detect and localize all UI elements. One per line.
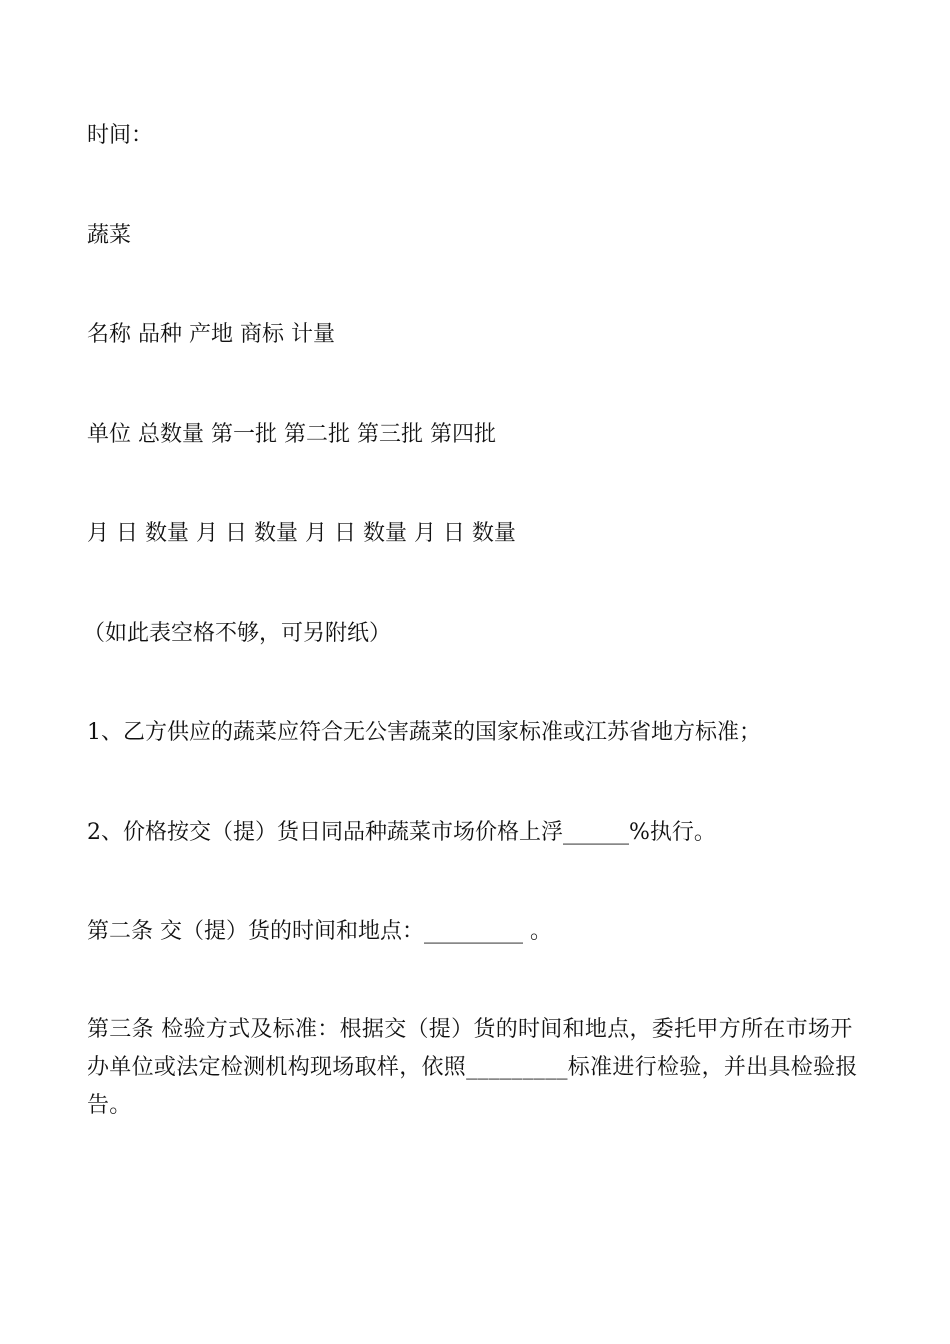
clause-2: 2、价格按交（提）货日同品种蔬菜市场价格上浮______%执行。 [87, 820, 716, 845]
vegetable-line: 蔬菜 [87, 223, 132, 248]
table-header-row-1: 名称 品种 产地 商标 计量 [87, 322, 335, 347]
article-3: 第三条 检验方式及标准：根据交（提）货的时间和地点，委托甲方所在市场开办单位或法定检测机构现场取样，依照_________标准进行检验，并出具检验报告。 [87, 1017, 858, 1118]
article-2: 第二条 交（提）货的时间和地点：_________ 。 [87, 919, 552, 944]
table-header-row-2: 单位 总数量 第一批 第二批 第三批 第四批 [87, 422, 496, 447]
table-note: （如此表空格不够，可另附纸） [83, 621, 392, 646]
time-line: 时间： [87, 123, 154, 148]
clause-1: 1、乙方供应的蔬菜应符合无公害蔬菜的国家标准或江苏省地方标准； [87, 720, 761, 745]
table-header-row-3: 月 日 数量 月 日 数量 月 日 数量 月 日 数量 [87, 521, 516, 546]
